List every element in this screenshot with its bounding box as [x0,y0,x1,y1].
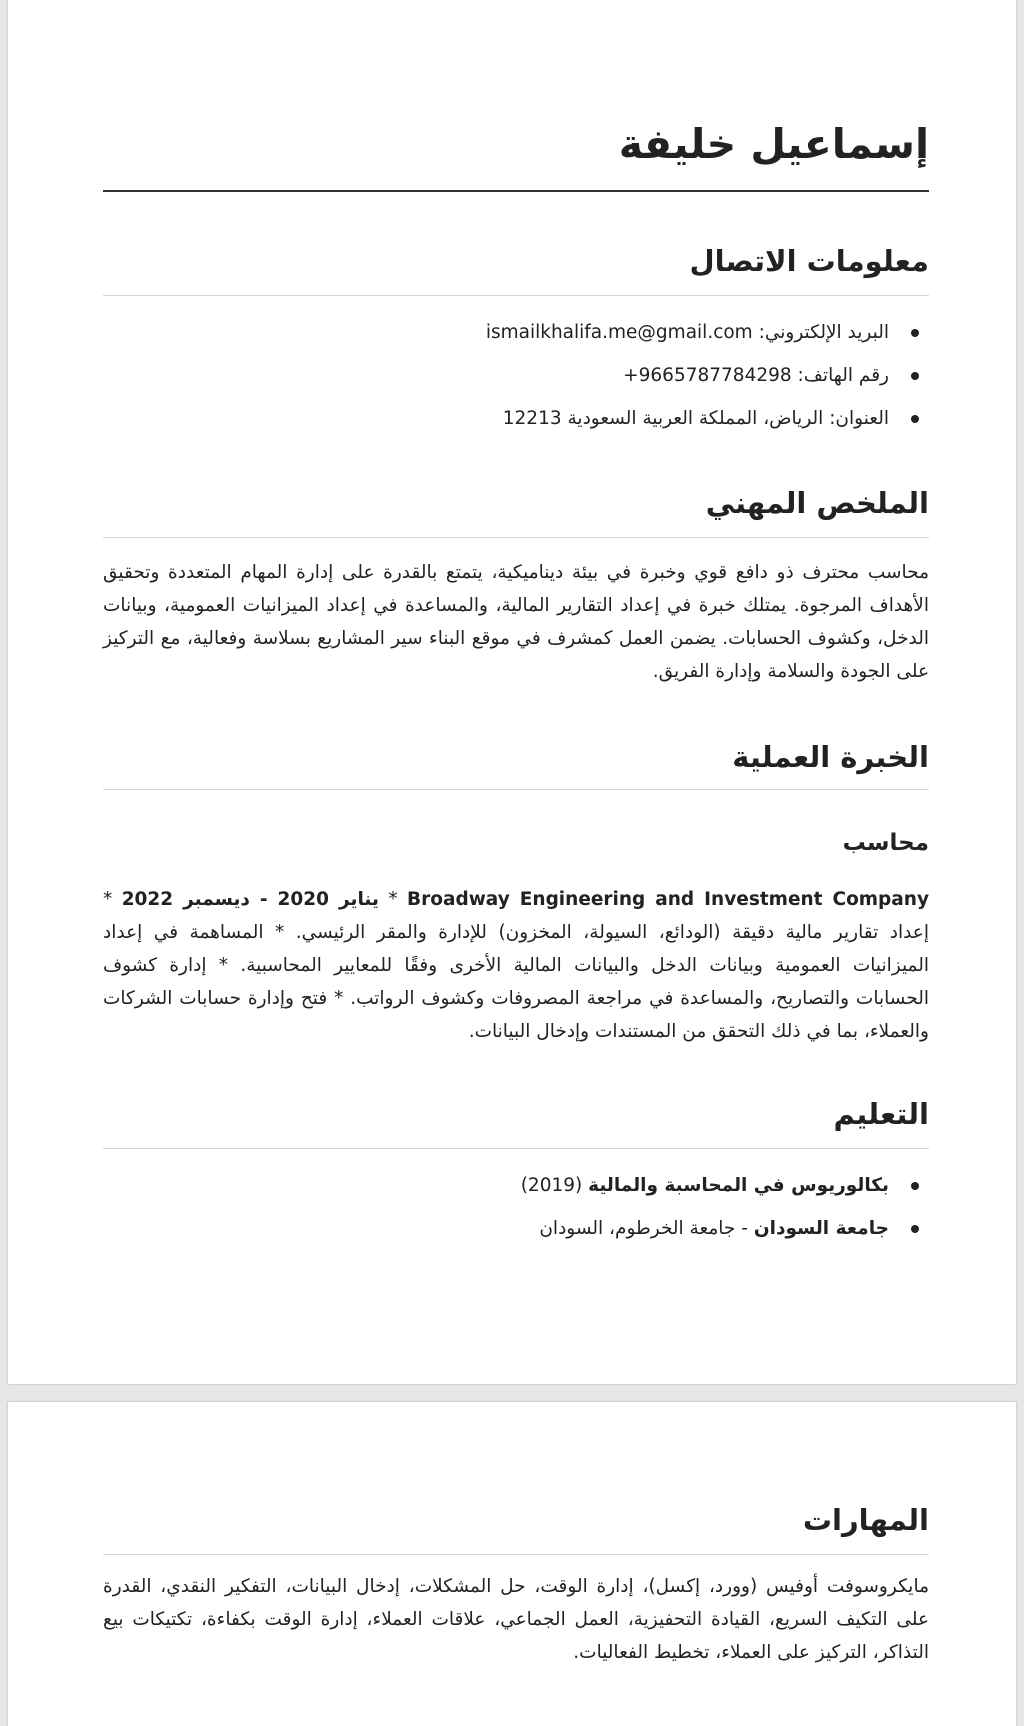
separator: * [103,889,122,910]
summary-divider [103,537,929,538]
job-period: يناير 2020 - ديسمبر 2022 [121,889,379,910]
university-detail: - جامعة الخرطوم، السودان [539,1218,754,1239]
contact-email [103,311,929,354]
skills-heading: المهارات [802,1503,929,1537]
resume-page-1 [8,0,1016,1384]
degree-year: (2019) [520,1175,589,1196]
contact-address: العنوان: الرياض، المملكة العربية السعودية 12213 [103,397,929,440]
degree-name: بكالوريوس في المحاسبة والمالية [588,1175,889,1196]
resume-page-2 [8,1402,1016,1726]
job-details [103,883,929,1048]
experience-divider [103,789,929,790]
candidate-name: إسماعيل خليفة [618,120,929,168]
summary-text: محاسب محترف ذو دافع قوي وخبرة في بيئة ديناميكية، يتمتع بالقدرة على إدارة المهام المتعددة وتحقيق الأهداف المرجوة. يمتلك خبرة في إعداد التقارير المالية، والمساعدة في إعداد الميزانيات العمومية، وبيانات الدخل، وكشوف الحسابات. يضمن العمل كمشرف في موقع البناء سير المشاريع بسلاسة وفعالية، مع التركيز على الجودة والسلامة وإدارة الفريق. [103,562,929,682]
company-name: Broadway Engineering and Investment Company [407,889,930,910]
university-name: جامعة السودان [753,1218,889,1239]
education-list [103,1164,929,1250]
experience-heading: الخبرة العملية [732,740,929,774]
phone-label: رقم الهاتف: [797,365,889,386]
email-value: ismailkhalifa.me@gmail.com [485,322,753,343]
phone-value: +9665787784298 [623,365,792,386]
education-divider [103,1148,929,1149]
contact-phone [103,354,929,397]
email-label: البريد الإلكتروني: [758,322,889,343]
education-degree [103,1164,929,1207]
education-university [103,1207,929,1250]
job-title: محاسب [842,830,929,856]
name-divider [103,190,929,192]
contact-divider [103,295,929,296]
skills-divider [103,1554,929,1555]
summary-heading: الملخص المهني [705,486,929,520]
education-heading: التعليم [833,1097,929,1131]
separator: * [378,889,408,910]
skills-text: مايكروسوفت أوفيس (وورد، إكسل)، إدارة الوقت، حل المشكلات، إدخال البيانات، التفكير النقدي، القدرة على التكيف السريع، القيادة التحفيزية، العمل الجماعي، علاقات العملاء، إدارة الوقت بكفاءة، تكتيكات بيع التذاكر، التركيز على العملاء، تخطيط الفعاليات. [103,1576,929,1663]
job-description: إعداد تقارير مالية دقيقة (الودائع، السيولة، المخزون) للإدارة والمقر الرئيسي. * المساهمة في إعداد الميزانيات العمومية وبيانات الدخل والبيانات المالية الأخرى وفقًا للمعايير المحاسبية. * إدارة كشوف الحسابات والتصاريح، والمساعدة في مراجعة المصروفات وكشوف الرواتب. * فتح وإدارة حسابات الشركات والعملاء، بما في ذلك التحقق من المستندات وإدخال البيانات. [103,922,929,1042]
contact-heading: معلومات الاتصال [689,244,929,278]
contact-list [103,311,929,440]
